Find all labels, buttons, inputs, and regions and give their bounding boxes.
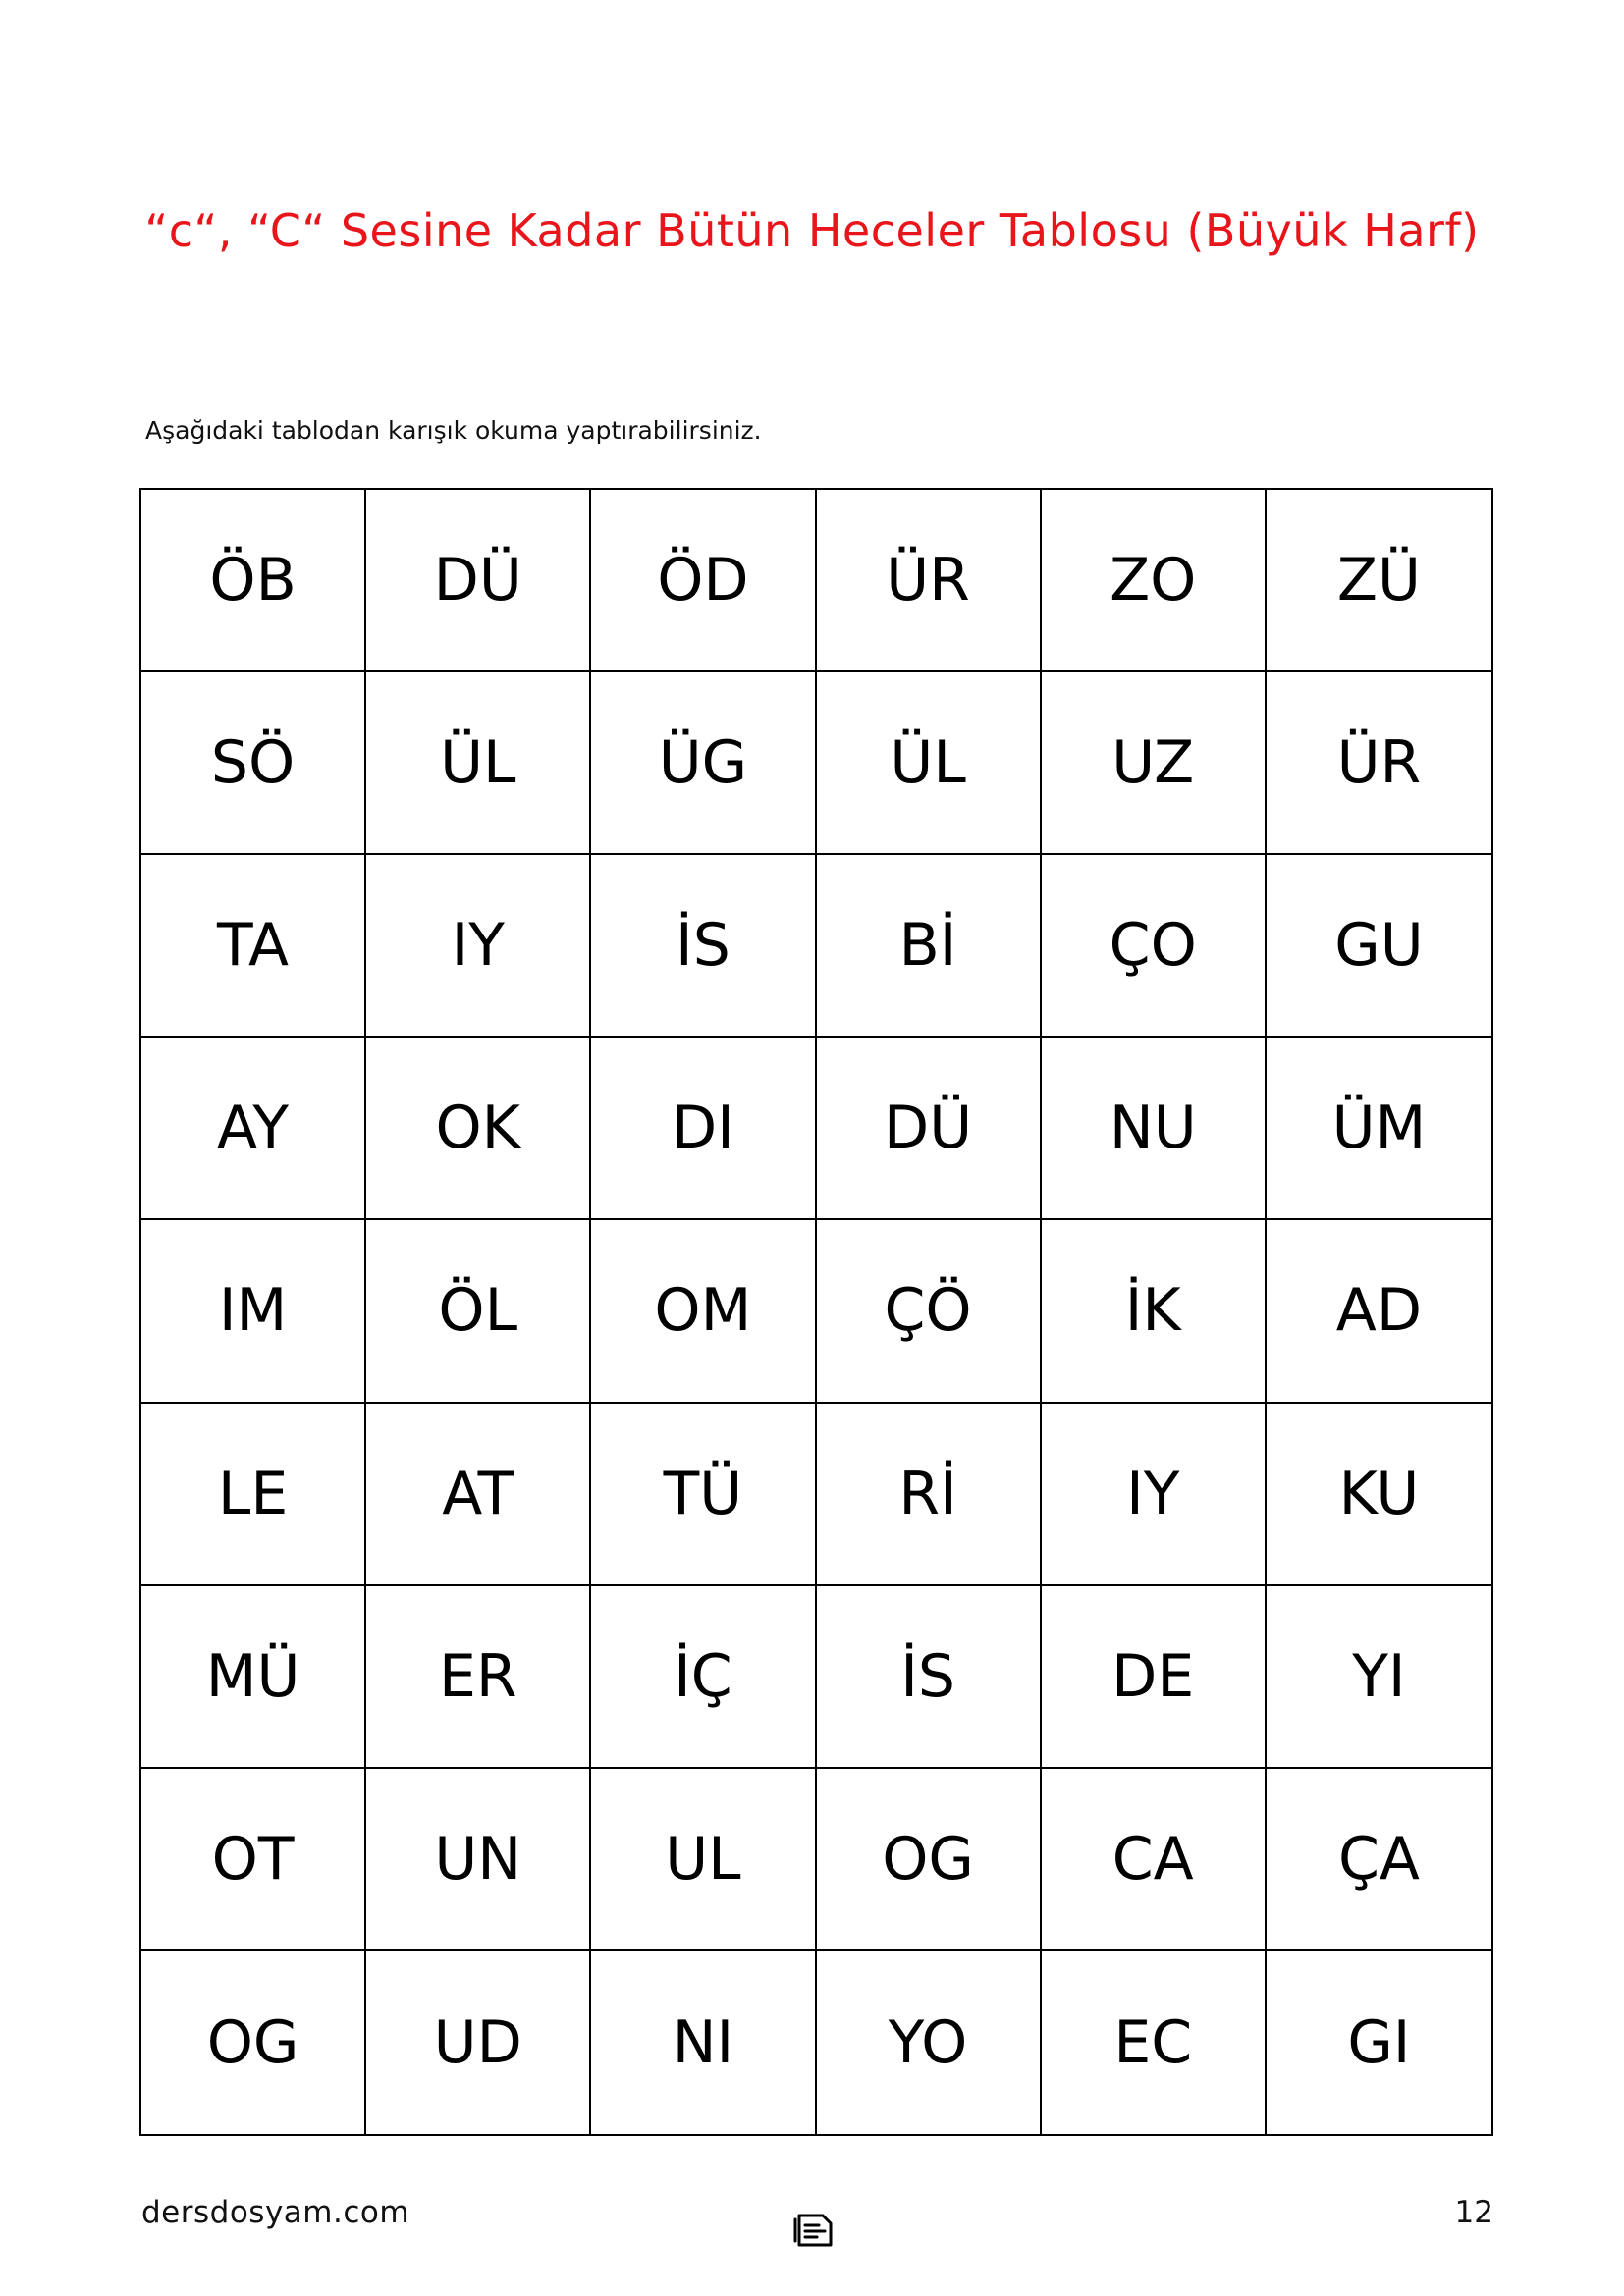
syllable-cell: YI [1267, 1586, 1491, 1769]
syllable-table [139, 488, 1493, 2136]
syllable-cell: Rİ [817, 1404, 1042, 1586]
syllable-cell: AT [366, 1404, 591, 1586]
syllable-cell: ZÜ [1267, 490, 1491, 672]
syllable-cell: İK [1042, 1220, 1267, 1403]
syllable-cell: ZO [1042, 490, 1267, 672]
syllable-cell: UN [366, 1769, 591, 1951]
syllable-cell: DE [1042, 1586, 1267, 1769]
syllable-cell: ÜR [817, 490, 1042, 672]
syllable-cell: ÜL [817, 672, 1042, 855]
syllable-cell: OG [817, 1769, 1042, 1951]
syllable-cell: OT [141, 1769, 366, 1951]
syllable-cell: NU [1042, 1038, 1267, 1220]
footer-website: dersdosyam.com [141, 2195, 410, 2230]
syllable-cell: İS [591, 855, 816, 1038]
syllable-cell: EC [1042, 1951, 1267, 2134]
syllable-cell: ÖB [141, 490, 366, 672]
syllable-cell: UD [366, 1951, 591, 2134]
page-title: “c“, “C“ Sesine Kadar Bütün Heceler Tablosu (Büyük Harf) [144, 204, 1480, 257]
document-lines-icon [793, 2212, 837, 2249]
syllable-cell: ÖD [591, 490, 816, 672]
syllable-cell: KU [1267, 1404, 1491, 1586]
syllable-cell: GU [1267, 855, 1491, 1038]
syllable-cell: CA [1042, 1769, 1267, 1951]
syllable-cell: GI [1347, 2007, 1411, 2077]
syllable-cell: ÜR [1267, 672, 1491, 855]
syllable-cell: AD [1267, 1220, 1491, 1403]
syllable-cell: YO [817, 1951, 1042, 2134]
syllable-cell: İÇ [591, 1586, 816, 1769]
syllable-cell: OG [141, 1951, 366, 2134]
instruction-text: Aşağıdaki tablodan karışık okuma yaptırabilirsiniz. [145, 416, 762, 445]
syllable-cell: IM [141, 1220, 366, 1403]
syllable-cell: MÜ [141, 1586, 366, 1769]
syllable-cell: ÇÖ [817, 1220, 1042, 1403]
syllable-cell: AY [141, 1038, 366, 1220]
syllable-cell: TÜ [591, 1404, 816, 1586]
syllable-cell: ÖL [366, 1220, 591, 1403]
syllable-cell: IY [366, 855, 591, 1038]
syllable-cell: ÜL [366, 672, 591, 855]
syllable-cell: OK [366, 1038, 591, 1220]
syllable-cell: SÖ [141, 672, 366, 855]
syllable-cell: OM [591, 1220, 816, 1403]
syllable-cell: LE [141, 1404, 366, 1586]
syllable-cell: UZ [1042, 672, 1267, 855]
syllable-cell: NI [591, 1951, 816, 2134]
syllable-cell: ÜM [1267, 1038, 1491, 1220]
syllable-cell: TA [141, 855, 366, 1038]
syllable-cell: ÇO [1042, 855, 1267, 1038]
syllable-cell: IY [1042, 1404, 1267, 1586]
syllable-cell: ÜG [591, 672, 816, 855]
syllable-cell: DÜ [366, 490, 591, 672]
page-number: 12 [1454, 2195, 1493, 2230]
syllable-cell: DI [591, 1038, 816, 1220]
syllable-cell: UL [591, 1769, 816, 1951]
syllable-cell: ER [366, 1586, 591, 1769]
syllable-cell: ÇA [1267, 1769, 1491, 1951]
syllable-cell: Bİ [817, 855, 1042, 1038]
syllable-cell: DÜ [817, 1038, 1042, 1220]
syllable-cell: İS [817, 1586, 1042, 1769]
